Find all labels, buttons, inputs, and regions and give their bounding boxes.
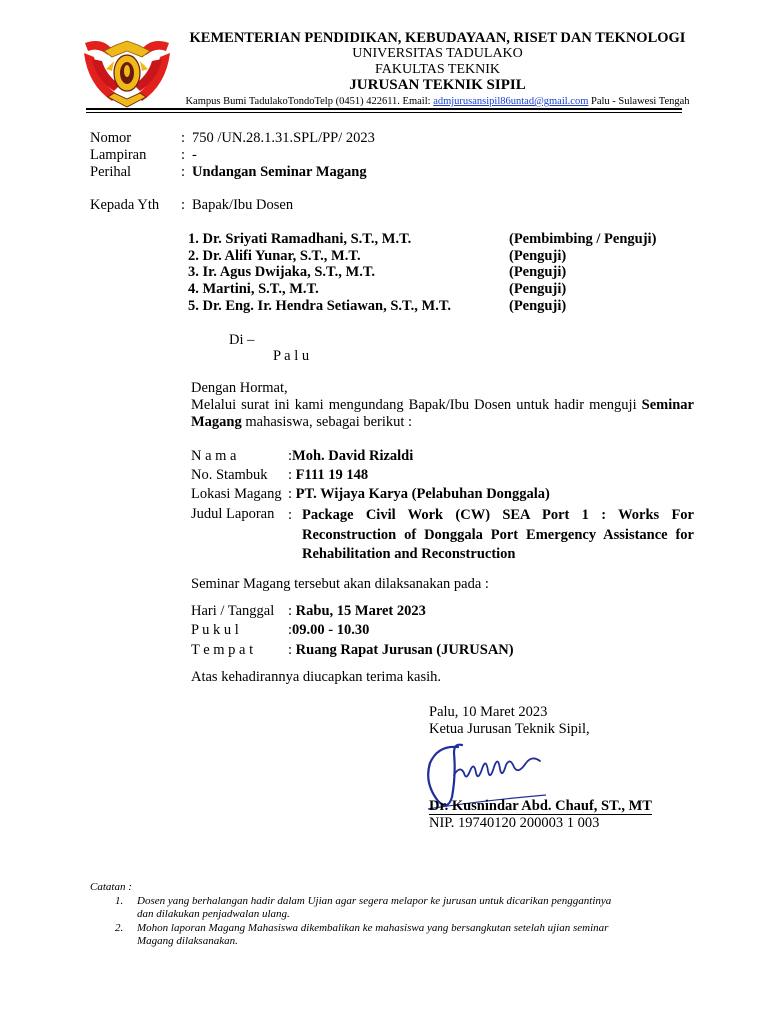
stambuk-text: F111 19 148 bbox=[295, 467, 369, 483]
faculty-name: FAKULTAS TEKNIK bbox=[374, 62, 500, 77]
note-line: dan dilakukan penjadwalan ulang. bbox=[137, 908, 290, 920]
notes-title: Catatan : bbox=[90, 881, 132, 893]
tempat-value bbox=[288, 642, 514, 659]
colon: : bbox=[288, 622, 293, 638]
recipient-name: 1. Dr. Sriyati Ramadhani, S.T., M.T. bbox=[188, 231, 412, 247]
signer-name bbox=[429, 798, 652, 815]
hari-value bbox=[288, 603, 426, 620]
note-number: 1. bbox=[115, 895, 124, 907]
recipient-value: Bapak/Ibu Dosen bbox=[192, 197, 294, 213]
signer-position: Ketua Jurusan Teknik Sipil, bbox=[429, 721, 590, 737]
colon: : bbox=[288, 642, 293, 658]
address-line bbox=[175, 94, 700, 109]
tempat-text: Ruang Rapat Jurusan (JURUSAN) bbox=[295, 642, 514, 658]
recipient-colon: : bbox=[181, 197, 186, 213]
pukul-value bbox=[288, 622, 369, 639]
recipient-name: 2. Dr. Alifi Yunar, S.T., M.T. bbox=[188, 248, 361, 264]
tempat-label: T e m p a t bbox=[191, 642, 254, 658]
invitation-paragraph bbox=[191, 397, 694, 431]
lampiran-label: Lampiran bbox=[90, 147, 147, 163]
stambuk-label: No. Stambuk bbox=[191, 467, 268, 483]
pukul-text: 09.00 - 10.30 bbox=[292, 622, 370, 638]
recipient-role: (Penguji) bbox=[509, 281, 567, 297]
signer-name-text: Dr. Kusnindar Abd. Chauf, ST., MT bbox=[429, 798, 652, 814]
recipient-role: (Pembimbing / Penguji) bbox=[509, 231, 657, 247]
letterhead-rule-thick bbox=[86, 108, 682, 110]
recipient-role: (Penguji) bbox=[509, 248, 567, 264]
recipient-role: (Penguji) bbox=[509, 298, 567, 314]
colon: : bbox=[288, 507, 293, 523]
lampiran-value: - bbox=[192, 147, 197, 163]
judul-value bbox=[288, 506, 694, 565]
lokasi-value bbox=[288, 486, 550, 503]
schedule-intro: Seminar Magang tersebut akan dilaksanakan pada : bbox=[191, 576, 489, 592]
place-date: Palu, 10 Maret 2023 bbox=[429, 704, 548, 720]
closing-text: Atas kehadirannya diucapkan terima kasih. bbox=[191, 669, 442, 685]
university-logo bbox=[82, 35, 172, 110]
para-bold: Seminar Magang bbox=[191, 397, 694, 430]
nomor-label: Nomor bbox=[90, 130, 132, 146]
signer-nip: NIP. 19740120 200003 1 003 bbox=[429, 815, 600, 831]
perihal-label: Perihal bbox=[90, 164, 132, 180]
judul-label: Judul Laporan bbox=[191, 506, 275, 522]
perihal-colon: : bbox=[181, 164, 186, 180]
note-line: Dosen yang berhalangan hadir dalam Ujian agar segera melapor ke jurusan untuk dicarikan penggantinya bbox=[137, 895, 612, 907]
address-suffix: Palu - Sulawesi Tengah bbox=[588, 96, 690, 107]
nomor-value: 750 /UN.28.1.31.SPL/PP/ 2023 bbox=[192, 130, 375, 146]
perihal-value: Undangan Seminar Magang bbox=[192, 164, 367, 180]
pukul-label: P u k u l bbox=[191, 622, 239, 638]
address-prefix: Kampus Bumi TadulakoTondoTelp (0451) 422611. Email: bbox=[185, 96, 434, 107]
nama-value bbox=[288, 448, 413, 465]
hari-label: Hari / Tanggal bbox=[191, 603, 275, 619]
greeting: Dengan Hormat, bbox=[191, 380, 288, 396]
stambuk-value bbox=[288, 467, 368, 484]
nama-label: N a m a bbox=[191, 448, 237, 464]
city-text: P a l u bbox=[273, 348, 310, 364]
university-name: UNIVERSITAS TADULAKO bbox=[352, 46, 523, 61]
di-text: Di – bbox=[229, 332, 255, 348]
recipient-name: 5. Dr. Eng. Ir. Hendra Setiawan, S.T., M.T. bbox=[188, 298, 452, 314]
note-number: 2. bbox=[115, 922, 124, 934]
nama-text: Moh. David Rizaldi bbox=[292, 448, 414, 464]
para-end: mahasiswa, sebagai berikut : bbox=[241, 414, 413, 430]
note-line: Mohon laporan Magang Mahasiswa dikembalikan ke mahasiswa yang bersangkutan setelah ujian seminar bbox=[137, 922, 609, 934]
lokasi-label: Lokasi Magang bbox=[191, 486, 282, 502]
colon: : bbox=[288, 448, 293, 464]
colon: : bbox=[288, 603, 293, 619]
department-name: JURUSAN TEKNIK SIPIL bbox=[349, 77, 526, 93]
recipient-name: 3. Ir. Agus Dwijaka, S.T., M.T. bbox=[188, 264, 376, 280]
colon: : bbox=[288, 467, 293, 483]
recipient-name: 4. Martini, S.T., M.T. bbox=[188, 281, 319, 297]
nomor-colon: : bbox=[181, 130, 186, 146]
hari-text: Rabu, 15 Maret 2023 bbox=[295, 603, 426, 619]
lokasi-text: PT. Wijaya Karya (Pelabuhan Donggala) bbox=[295, 486, 550, 502]
recipient-label: Kepada Yth bbox=[90, 197, 160, 213]
para-start: Melalui surat ini kami mengundang Bapak/Ibu Dosen untuk hadir menguji bbox=[191, 397, 642, 413]
judul-text: Package Civil Work (CW) SEA Port 1 : Works For Reconstruction of Donggala Port Emergency Assistance for Rehabilitation and Reconstruction bbox=[302, 507, 694, 562]
ministry-name: KEMENTERIAN PENDIDIKAN, KEBUDAYAAN, RISET DAN TEKNOLOGI bbox=[189, 30, 686, 46]
lampiran-colon: : bbox=[181, 147, 186, 163]
note-line: Magang dilaksanakan. bbox=[137, 935, 238, 947]
email-link[interactable]: admjurusansipil86untad@gmail.com bbox=[433, 96, 589, 107]
letterhead-rule-thin bbox=[86, 112, 682, 113]
colon: : bbox=[288, 486, 293, 502]
recipient-role: (Penguji) bbox=[509, 264, 567, 280]
